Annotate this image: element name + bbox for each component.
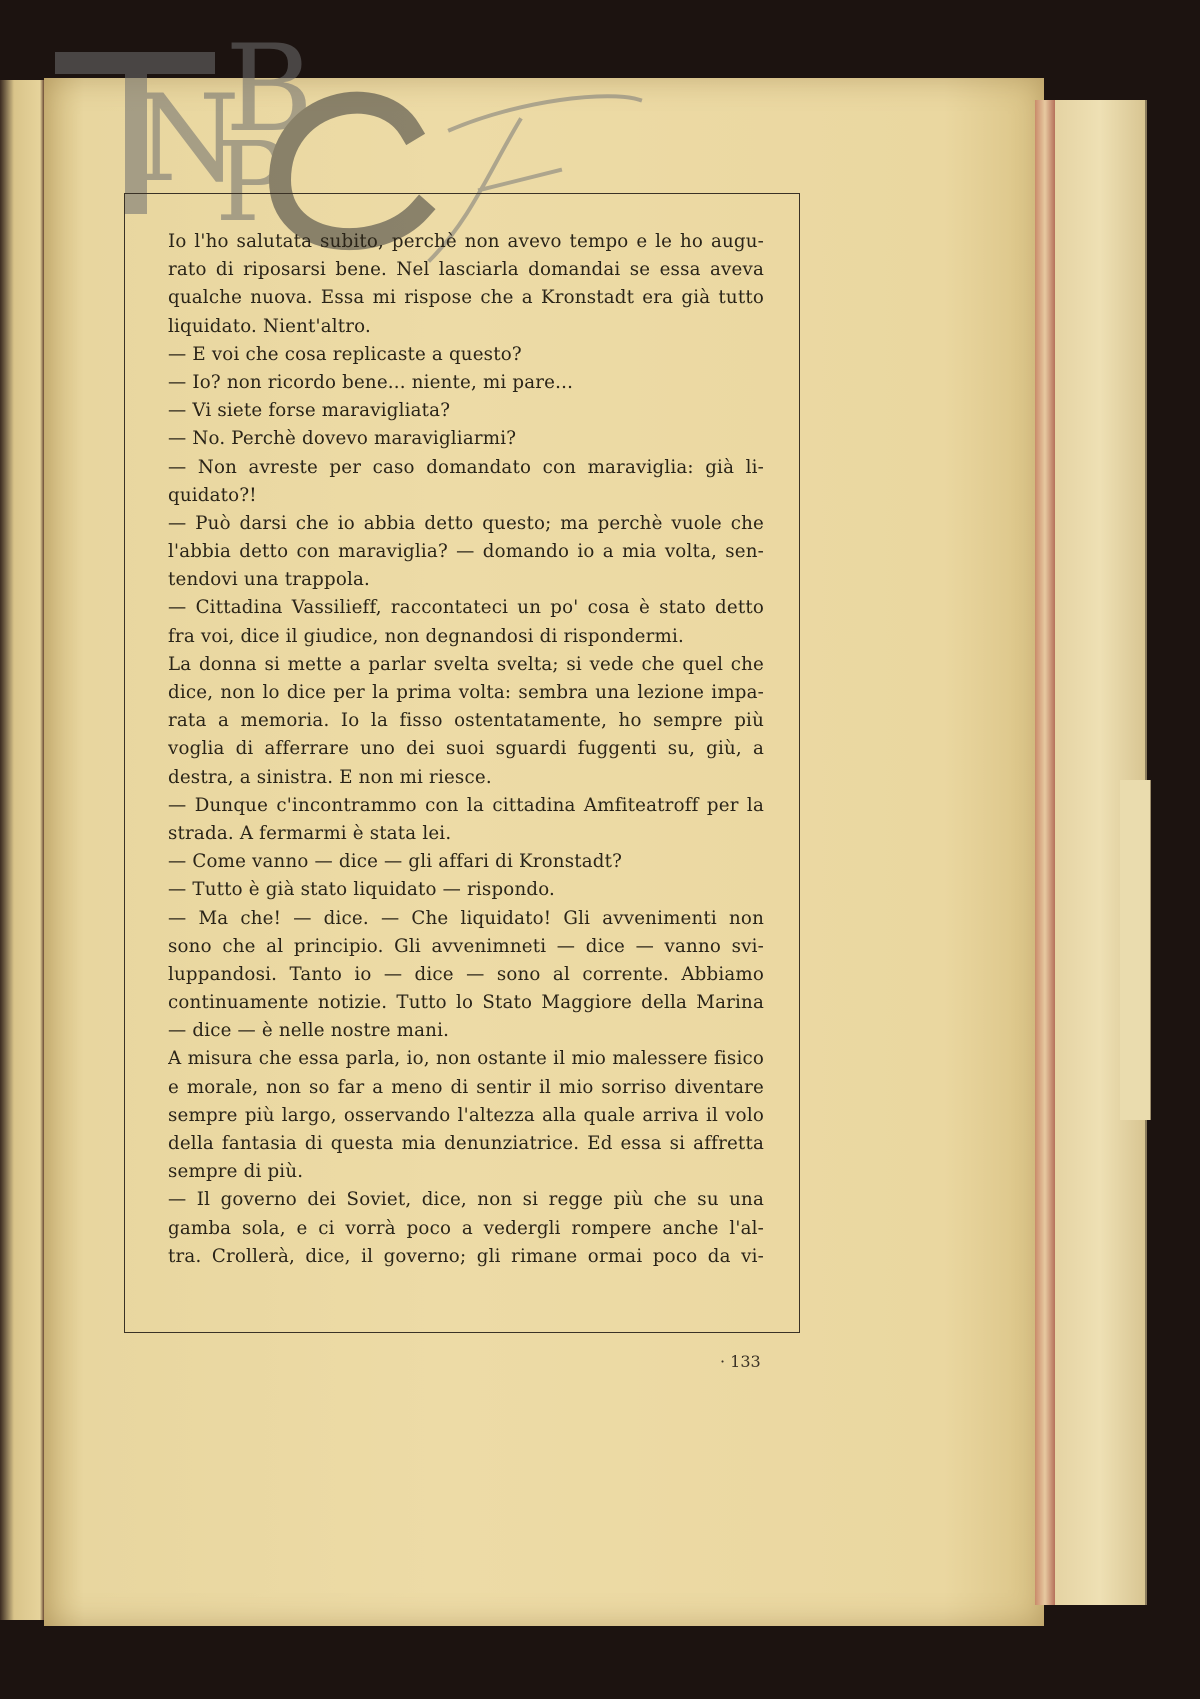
text-line: qualche nuova. Essa mi rispose che a Kronstadt era già tutto <box>168 287 764 309</box>
text-line: — Tutto è già stato liquidato — rispondo. <box>168 879 556 901</box>
text-line: — Ma che! — dice. — Che liquidato! Gli avvenimenti non <box>168 907 764 929</box>
text-line: — Dunque c'incontrammo con la cittadina Amfiteatroff per la <box>168 794 764 816</box>
text-line: — Vi siete forse maravigliata? <box>168 400 451 422</box>
page-binding <box>1035 100 1055 1605</box>
text-line: — Come vanno — dice — gli affari di Kronstadt? <box>168 851 623 873</box>
text-line: quidato?! <box>168 484 257 506</box>
text-line: l'abbia detto con maraviglia? — domando io a mia volta, sen- <box>168 541 764 563</box>
text-line: — Non avreste per caso domandato con maraviglia: già li- <box>168 456 764 478</box>
text-line: — No. Perchè dovevo maravigliarmi? <box>168 428 517 450</box>
page-number: · 133 <box>720 1352 761 1371</box>
text-line: sempre più largo, osservando l'altezza alla quale arriva il volo <box>168 1104 764 1126</box>
text-line: luppandosi. Tanto io — dice — sono al corrente. Abbiamo <box>168 963 764 985</box>
text-line: gamba sola, e ci vorrà poco a vedergli rompere anche l'al- <box>168 1217 764 1239</box>
text-line: voglia di afferrare uno dei suoi sguardi fuggenti su, giù, a <box>168 738 764 760</box>
text-line: — Il governo dei Soviet, dice, non si regge più che su una <box>168 1189 764 1211</box>
text-line: fra voi, dice il giudice, non degnandosi di rispondermi. <box>168 625 684 647</box>
text-line: — Cittadina Vassilieff, raccontateci un po' cosa è stato detto <box>168 597 764 619</box>
text-line: A misura che essa parla, io, non ostante il mio malessere fisico <box>168 1048 764 1070</box>
text-line: — Può darsi che io abbia detto questo; ma perchè vuole che <box>168 512 764 534</box>
text-line: — Io? non ricordo bene... niente, mi pare... <box>168 371 574 393</box>
text-line: sono che al principio. Gli avvenimneti — dice — vanno svi- <box>168 935 764 957</box>
text-line: sempre di più. <box>168 1161 304 1183</box>
text-line: La donna si mette a parlar svelta svelta; si vede che quel che <box>168 653 764 675</box>
text-line: rato di riposarsi bene. Nel lasciarla domandai se essa aveva <box>168 259 764 281</box>
text-line: tendovi una trappola. <box>168 569 371 591</box>
text-line: della fantasia di questa mia denunziatrice. Ed essa si affretta <box>168 1133 764 1154</box>
left-page-edge <box>0 80 44 1620</box>
text-line: destra, a sinistra. E non mi riesce. <box>168 766 492 788</box>
text-line: strada. A fermarmi è stata lei. <box>168 822 452 844</box>
text-line: tra. Crollerà, dice, il governo; gli rimane ormai poco da vi- <box>168 1245 764 1267</box>
page-edge-tab <box>1120 780 1151 1120</box>
text-line: Io l'ho salutata subito, perchè non avevo tempo e le ho augu- <box>168 231 764 252</box>
text-line: dice, non lo dice per la prima volta: sembra una lezione impa- <box>168 682 764 703</box>
text-line: liquidato. Nient'altro. <box>168 315 371 337</box>
logo-letter-b: B <box>225 20 314 159</box>
text-line: rata a memoria. Io la fisso ostentatamente, ho sempre più <box>168 710 764 732</box>
logo-letter-n: N <box>135 70 240 209</box>
text-line: e morale, non so far a meno di sentir il mio sorriso diventare <box>168 1076 764 1098</box>
text-line: continuamente notizie. Tutto lo Stato Maggiore della Marina <box>168 992 764 1014</box>
logo-letter-p: P <box>215 118 290 246</box>
text-line: — dice — è nelle nostre mani. <box>168 1020 450 1042</box>
text-line: — E voi che cosa replicaste a questo? <box>168 343 522 365</box>
page-body-text <box>168 228 764 1271</box>
